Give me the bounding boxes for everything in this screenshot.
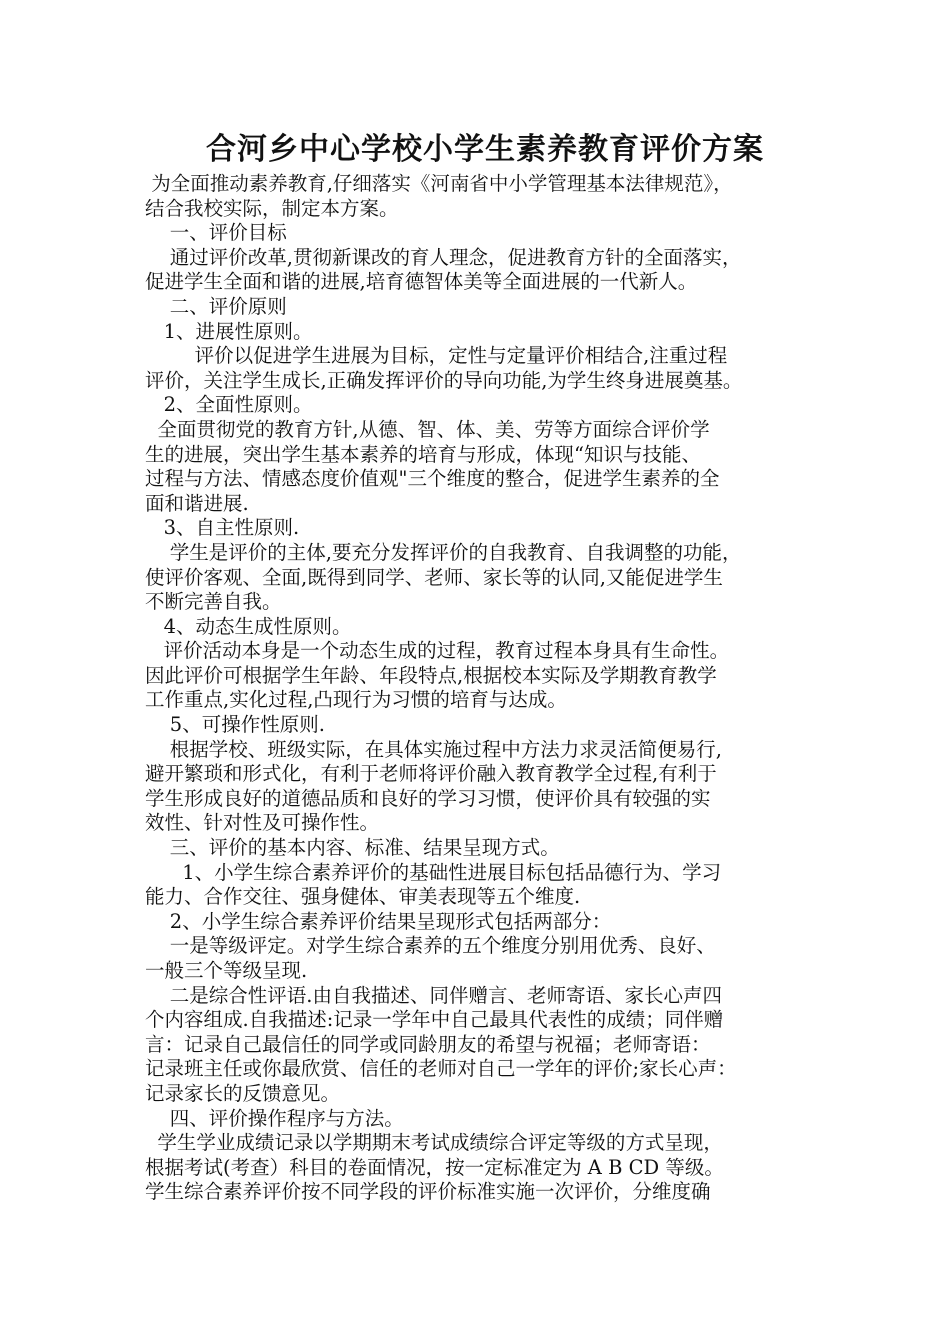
text-line: 学生综合素养评价按不同学段的评价标准实施一次评价，分维度确 xyxy=(145,1180,711,1204)
text-line: 工作重点,实化过程,凸现行为习惯的培育与达成。 xyxy=(145,688,567,712)
text-line: 评价以促进学生进展为目标，定性与定量评价相结合,注重过程 xyxy=(145,344,728,368)
text-line: 根据考试(考查）科目的卷面情况，按一定标准定为 A B CD 等级。 xyxy=(145,1155,724,1179)
text-line: 评价活动本身是一个动态生成的过程，教育过程本身具有生命性。 xyxy=(145,639,730,663)
document-title: 合河乡中心学校小学生素养教育评价方案 xyxy=(206,132,764,167)
text-line: 1、进展性原则。 xyxy=(145,319,313,343)
text-line: 根据学校、班级实际，在具体实施过程中方法力求灵活简便易行, xyxy=(145,737,722,761)
text-line: 学生学业成绩记录以学期期末考试成绩综合评定等级的方式呈现， xyxy=(145,1131,723,1155)
text-line: 二是综合性评语.由自我描述、同伴赠言、老师寄语、家长心声四 xyxy=(145,983,722,1007)
text-line: 全面贯彻党的教育方针,从德、智、体、美、劳等方面综合评价学 xyxy=(145,417,710,441)
text-line: 过程与方法、情感态度价值观"三个维度的整合，促进学生素养的全 xyxy=(145,467,720,491)
text-line: 学生形成良好的道德品质和良好的学习习惯，使评价具有较强的实 xyxy=(145,786,711,810)
text-line: 5、可操作性原则. xyxy=(145,713,325,737)
text-line: 言：记录自己最信任的同学或同龄朋友的希望与祝福；老师寄语： xyxy=(145,1032,711,1056)
text-line: 使评价客观、全面,既得到同学、老师、家长等的认同,又能促进学生 xyxy=(145,565,723,589)
text-line: 结合我校实际，制定本方案。 xyxy=(145,196,399,220)
text-line: 生的进展，突出学生基本素养的培育与形成，体现“知识与技能、 xyxy=(145,442,701,466)
text-line: 四、评价操作程序与方法。 xyxy=(145,1106,404,1130)
text-line: 能力、合作交往、强身健体、审美表现等五个维度. xyxy=(145,885,581,909)
text-line: 三、评价的基本内容、标准、结果呈现方式。 xyxy=(145,836,560,860)
text-line: 学生是评价的主体,要充分发挥评价的自我教育、自我调整的功能， xyxy=(145,540,742,564)
text-line: 2、小学生综合素养评价结果呈现形式包括两部分： xyxy=(145,909,612,933)
text-line: 为全面推动素养教育,仔细落实《河南省中小学管理基本法律规范》， xyxy=(145,172,733,195)
text-line: 评价，关注学生成长,正确发挥评价的导向功能,为学生终身进展奠基。 xyxy=(145,368,743,392)
document-body xyxy=(145,172,825,1205)
text-line: 2、全面性原则。 xyxy=(145,393,313,417)
text-line: 二、评价原则 xyxy=(145,294,287,318)
text-line: 促进学生全面和谐的进展,培育德智体美等全面进展的一代新人。 xyxy=(145,270,698,294)
text-line: 通过评价改革,贯彻新课改的育人理念，促进教育方针的全面落实， xyxy=(145,245,742,269)
text-line: 一、评价目标 xyxy=(145,221,287,245)
text-line: 4、动态生成性原则。 xyxy=(145,614,352,638)
text-line: 效性、针对性及可操作性。 xyxy=(145,811,380,835)
text-line: 1、小学生综合素养评价的基础性进展目标包括品德行为、学习 xyxy=(145,860,722,884)
document-page xyxy=(145,128,825,1205)
text-line: 个内容组成.自我描述:记录一学年中自己最具代表性的成绩；同伴赠 xyxy=(145,1008,724,1032)
text-line: 一般三个等级呈现. xyxy=(145,959,308,982)
text-line: 因此评价可根据学生年龄、年段特点,根据校本实际及学期教育教学 xyxy=(145,663,717,687)
text-line: 3、自主性原则. xyxy=(145,516,300,540)
text-line: 不断完善自我。 xyxy=(145,590,282,614)
text-line: 记录班主任或你最欣赏、信任的老师对自己一学年的评价;家长心声： xyxy=(145,1057,737,1081)
text-line: 一是等级评定。对学生综合素养的五个维度分别用优秀、良好、 xyxy=(145,934,716,958)
text-line: 避开繁琐和形式化，有利于老师将评价融入教育教学全过程,有利于 xyxy=(145,762,717,786)
text-line: 记录家长的反馈意见。 xyxy=(145,1081,341,1105)
text-line: 面和谐进展. xyxy=(145,491,249,515)
